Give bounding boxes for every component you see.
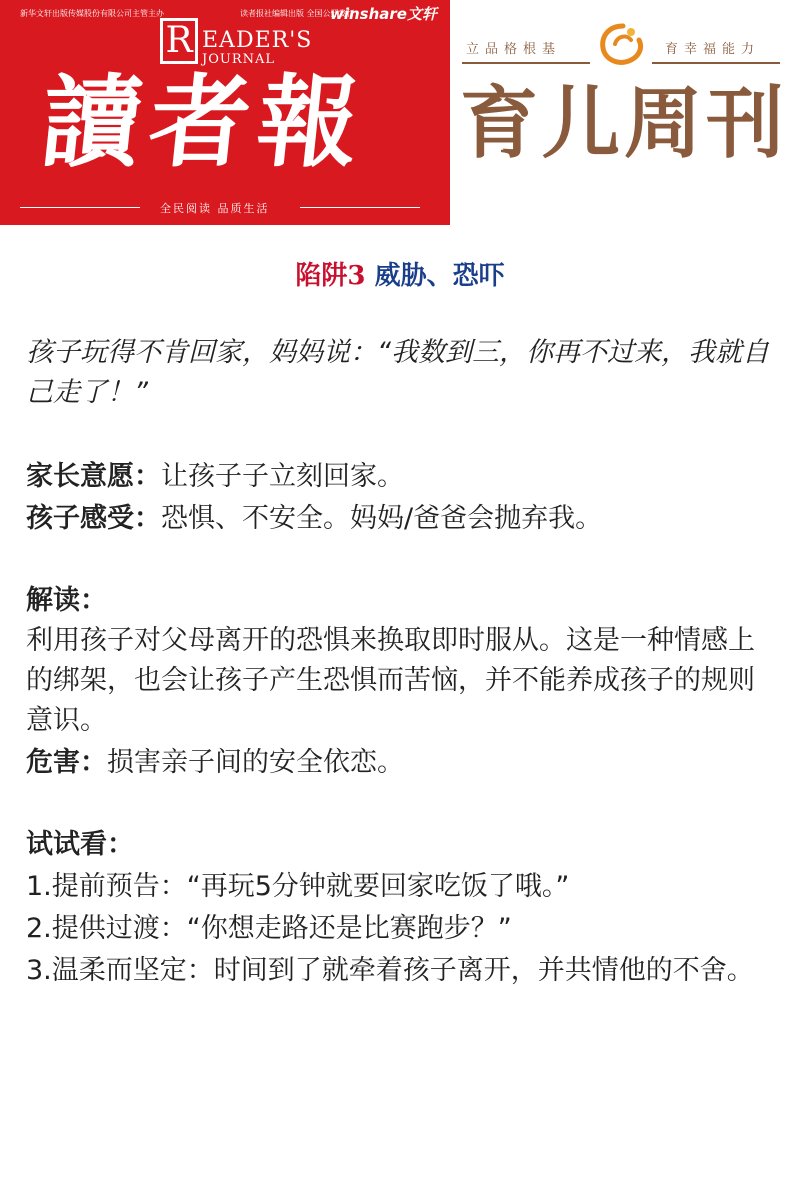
publication-note: 读者报社编辑出版 全国公开发行 bbox=[240, 9, 355, 18]
child-feeling bbox=[26, 499, 776, 539]
child-feeling-text: 恐惧、不安全。妈妈/爸爸会抛弃我。 bbox=[161, 503, 603, 534]
try-label: 试试看： bbox=[26, 829, 134, 860]
divider bbox=[20, 207, 140, 208]
harm-label: 危害： bbox=[26, 747, 107, 778]
parent-intent bbox=[26, 457, 776, 497]
article-heading bbox=[0, 255, 800, 292]
divider bbox=[462, 62, 590, 64]
journal-text: JOURNAL bbox=[202, 52, 276, 67]
trap-number: 陷阱3 bbox=[295, 261, 366, 291]
swirl-logo-icon bbox=[595, 20, 651, 70]
motto-left: 立品格根基 bbox=[466, 42, 562, 57]
readers-journal-logo-block bbox=[0, 0, 450, 225]
parent-intent-text: 让孩子子立刻回家。 bbox=[161, 461, 404, 492]
readers-journal-r-mark: R bbox=[160, 18, 198, 64]
publisher-note: 新华文轩出版传媒股份有限公司主管主办 bbox=[20, 9, 164, 18]
trap-title: 威胁、恐吓 bbox=[374, 261, 505, 291]
winshare-logo: winshare文轩 bbox=[330, 5, 437, 23]
parenting-weekly-brand bbox=[460, 0, 800, 225]
slogan: 全民阅读 品质生活 bbox=[160, 202, 270, 215]
tip-item: 3.温柔而坚定：时间到了就牵着孩子离开，并共情他的不舍。 bbox=[26, 955, 754, 986]
harm-text: 损害亲子间的安全依恋。 bbox=[107, 747, 404, 778]
scenario-quote: 孩子玩得不肯回家，妈妈说：“我数到三，你再不过来，我就自己走了！” bbox=[26, 337, 769, 408]
header-banner bbox=[0, 0, 800, 225]
readers-text: EADER'S bbox=[202, 28, 313, 53]
tip-item: 1.提前预告：“再玩5分钟就要回家吃饭了哦。” bbox=[26, 871, 570, 902]
interpretation-text: 利用孩子对父母离开的恐惧来换取即时服从。这是一种情感上的绑架，也会让孩子产生恐惧而苦恼，并不能养成孩子的规则意识。 bbox=[26, 625, 755, 736]
parent-intent-label: 家长意愿： bbox=[26, 461, 161, 492]
parenting-weekly-title: 育儿周刊 bbox=[460, 79, 789, 169]
harm bbox=[26, 743, 776, 783]
child-feeling-label: 孩子感受： bbox=[26, 503, 161, 534]
divider bbox=[652, 62, 780, 64]
divider bbox=[300, 207, 420, 208]
motto-right: 育幸福能力 bbox=[665, 42, 761, 57]
newspaper-title: 讀者報 bbox=[35, 63, 373, 181]
tip-item: 2.提供过渡：“你想走路还是比赛跑步？” bbox=[26, 913, 512, 944]
interpretation-label: 解读： bbox=[26, 585, 107, 616]
